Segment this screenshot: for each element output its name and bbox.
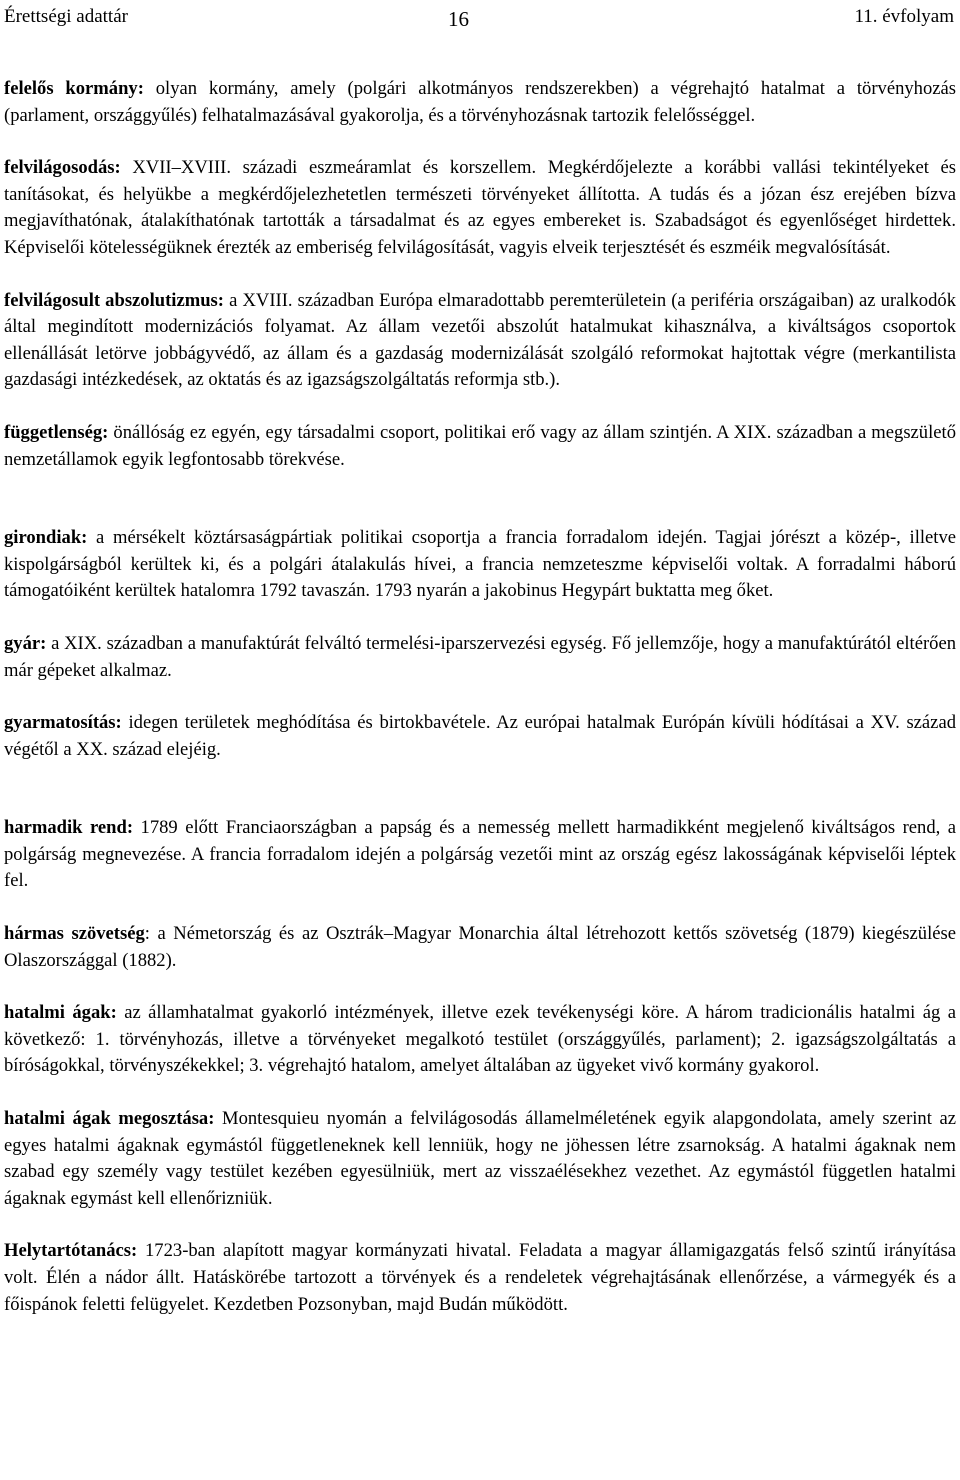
glossary-entry-felvilagosult-abszolutizmus <box>4 288 956 394</box>
header-grade: 11. évfolyam <box>854 6 954 27</box>
spacer <box>4 394 956 420</box>
entry-definition: 1789 előtt Franciaországban a papság és a nemesség mellett harmadikként megjelenő kiváltságos rend, a polgárság megnevezése. A francia forradalom idején a polgárság vezetői mint az ország egész lakosságának képviselői léptek fel. <box>4 817 957 892</box>
entry-term: girondiak: <box>4 527 88 549</box>
glossary-entry-girondiak <box>4 525 956 605</box>
spacer <box>4 473 956 525</box>
entry-definition: : a Németország és az Osztrák–Magyar Monarchia által létrehozott kettős szövetség (1879) kiegészülése Olaszországgal (1882). <box>4 923 957 971</box>
header-title: Érettségi adattár <box>4 6 128 27</box>
glossary-entry-gyarmatositas <box>4 710 956 763</box>
entry-term: gyár: <box>4 632 47 654</box>
entry-term: felvilágosodás: <box>4 157 121 179</box>
entry-term: felelős kormány: <box>4 78 144 99</box>
spacer <box>4 1080 956 1106</box>
entry-term: függetlenség: <box>4 421 109 443</box>
entry-term: felvilágosult abszolutizmus: <box>4 289 224 311</box>
entry-definition: a XVIII. században Európa elmaradottabb peremterületein (a periféria országaiban) az uralkodók által megindított modernizációs folyamat. Az állam vezetői abszolút hatalmukat kihasználva, a kiváltságos csoportok ellenállását letörve jobbágyvédő, az állam és a gazdaság modernizálását szolgáló reformokat hajtottak végre (merkantilista gazdasági intézkedések, az oktatás és az igazságszolgáltatás reformja stb.). <box>4 289 956 391</box>
entry-term: gyarmatosítás: <box>4 712 122 734</box>
page-header <box>4 4 956 34</box>
spacer <box>4 684 956 710</box>
spacer <box>4 1212 956 1238</box>
glossary-entry-fuggetlenseg <box>4 420 956 473</box>
entry-term: hatalmi ágak megosztása: <box>4 1108 215 1130</box>
entry-definition: idegen területek meghódítása és birtokbavétele. Az európai hatalmak Európán kívüli hódításai a XV. század végétől a XX. század elejéig. <box>4 712 956 760</box>
entry-term: Helytartótanács: <box>4 1240 138 1262</box>
entry-definition: XVII–XVIII. századi eszmeáramlat és korszellem. Megkérdőjelezte a korábbi vallási tekintélyeket és tanításokat, és helyükbe a megkérdőjelezhetetlen természeti törvényeket állította. A tudás és a józan ész erejében bízva megjavíthatónak, átalakíthatónak tartották a társadalmat és az egyes embereket is. Szabadságot és egyenlőséget hirdettek. Képviselői kötelességüknek érezték az emberiség felvilágosítását, vagyis elveik terjesztését és eszméik megvalósítását. <box>4 157 956 258</box>
glossary-content <box>4 76 956 1318</box>
glossary-entry-gyar <box>4 631 956 684</box>
spacer <box>4 262 956 288</box>
glossary-entry-harmadik-rend <box>4 815 956 895</box>
entry-term: harmadik rend: <box>4 817 134 839</box>
glossary-entry-helytartotanacs <box>4 1238 956 1318</box>
spacer <box>4 895 956 921</box>
glossary-entry-harmas-szovetseg <box>4 921 956 974</box>
spacer <box>4 763 956 815</box>
glossary-entry-hatalmi-agak-megosztasa <box>4 1106 956 1212</box>
spacer <box>4 129 956 155</box>
glossary-entry-hatalmi-agak <box>4 1000 956 1080</box>
spacer <box>4 605 956 631</box>
glossary-entry-felvilagosodas <box>4 155 956 261</box>
entry-definition: Montesquieu nyomán a felvilágosodás államelméletének egyik alapgondolata, amely szerint az egyes hatalmi ágaknak egymástól függetleneknek kell lenniük, hogy ne jöhessen létre zsarnokság. A hatalmi ágaknak nem szabad egy személy vagy testület kezében egyesülniük, mert az visszaélésekhez vezethet. Az egymástól független hatalmi ágaknak egymást kell ellenőrizniük. <box>4 1108 956 1209</box>
entry-term: hatalmi ágak: <box>4 1002 117 1024</box>
glossary-entry-felelos-kormany <box>4 76 956 129</box>
entry-definition: az államhatalmat gyakorló intézmények, illetve ezek tevékenységi köre. A három tradicionális hatalmi ág a következő: 1. törvényhozás, illetve a törvényeket megalkotó testület (országgyűlés, parlament); 2. igazságszolgáltatás a bíróságokkal, törvényszékekkel; 3. végrehajtó hatalom, amelyet általában az ügyeket vivő kormány gyakorol. <box>4 1002 956 1077</box>
spacer <box>4 974 956 1000</box>
entry-definition: a mérsékelt köztársaságpártiak politikai csoportja a francia forradalom idején. Tagjai jórészt a közép-, illetve kispolgárságból kerültek ki, és a polgári átalakulás hívei, a francia nemzeteszme képviselői voltak. A forradalmi háború támogatóiként kerültek hatalomra 1792 tavaszán. 1793 nyarán a jakobinus Hegypárt buktatta meg őket. <box>4 527 956 602</box>
entry-definition: olyan kormány, amely (polgári alkotmányos rendszerekben) a végrehajtó hatalmat a törvényhozás (parlament, országgyűlés) felhatalmazásával gyakorolja, és a törvényhozásnak tartozik felelősséggel. <box>4 78 957 126</box>
entry-definition: önállóság ez egyén, egy társadalmi csoport, politikai erő vagy az állam szintjén. A XIX. században a megszülető nemzetállamok egyik legfontosabb törekvése. <box>4 421 956 470</box>
entry-term: hármas szövetség <box>4 923 145 945</box>
page-number: 16 <box>448 7 469 31</box>
entry-definition: a XIX. században a manufaktúrát felváltó termelési-iparszervezési egység. Fő jellemzője, hogy a manufaktúrától eltérően már gépeket alkalmaz. <box>4 632 956 681</box>
entry-definition: 1723-ban alapított magyar kormányzati hivatal. Feladata a magyar államigazgatás felső szintű irányítása volt. Élén a nádor állt. Hatáskörébe tartozott a törvények és a rendeletek végrehajtásának ellenőrzése, a vármegyék és a főispánok feletti felügyelet. Kezdetben Pozsonyban, majd Budán működött. <box>4 1240 956 1315</box>
